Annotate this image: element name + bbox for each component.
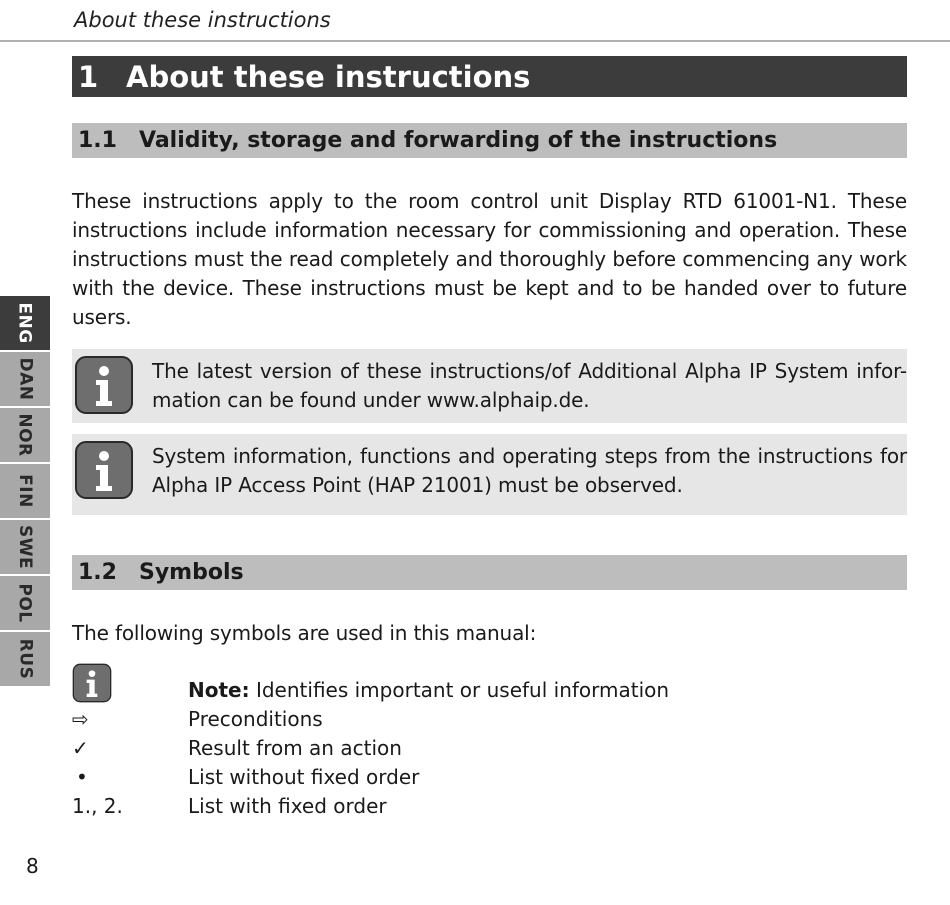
page-number: 8 xyxy=(26,854,39,878)
note-text: System information, functions and operating steps from the instructions for Alpha IP Access Point (HAP 21001) must be observed. xyxy=(152,444,907,497)
note-box xyxy=(72,434,907,515)
symbols-intro: The following symbols are used in this manual: xyxy=(72,621,537,645)
language-tabs xyxy=(0,296,50,688)
symbol-description: Preconditions xyxy=(188,707,323,731)
tab-rus[interactable]: RUS xyxy=(0,632,50,686)
symbol-row xyxy=(72,676,907,705)
note-label: Note: xyxy=(188,678,250,702)
symbol-description: List with fixed order xyxy=(188,794,387,818)
validity-paragraph: These instructions apply to the room control unit Display RTD 61001-N1. These instructions include information necessary for commissioning and operation. These instructions must the read completely and thoroughly before commencing any work with the device. These instructions must be kept and to be handed over to future users. xyxy=(72,189,907,329)
running-header: About these instructions xyxy=(74,8,331,32)
note-box xyxy=(72,349,907,423)
info-icon xyxy=(74,440,134,500)
section-heading-1-2 xyxy=(72,555,907,590)
chapter-number: 1 xyxy=(78,59,99,94)
numbered-list-symbol: 1., 2. xyxy=(72,794,123,818)
symbol-description: Note: Identifies important or useful information xyxy=(188,678,670,702)
info-icon xyxy=(74,355,134,415)
section-title: Validity, storage and forwarding of the instructions xyxy=(139,128,778,153)
chapter-title: About these instructions xyxy=(126,59,531,94)
tab-pol[interactable]: POL xyxy=(0,576,50,630)
section-number: 1.2 xyxy=(78,560,117,585)
symbol-row xyxy=(72,792,907,821)
info-icon xyxy=(72,663,112,703)
section-title: Symbols xyxy=(139,560,244,585)
symbol-row xyxy=(72,734,907,763)
checkmark-icon: ✓ xyxy=(72,736,89,760)
section-heading-1-1 xyxy=(72,123,907,158)
arrow-right-icon: ⇨ xyxy=(72,707,89,731)
symbol-row xyxy=(72,705,907,734)
tab-nor[interactable]: NOR xyxy=(0,408,50,462)
tab-swe[interactable]: SWE xyxy=(0,520,50,574)
section-number: 1.1 xyxy=(78,128,117,153)
symbol-description: List without fixed order xyxy=(188,765,420,789)
tab-eng[interactable]: ENG xyxy=(0,296,50,350)
chapter-heading xyxy=(72,56,907,97)
bullet-icon: • xyxy=(76,765,88,789)
header-rule xyxy=(0,40,950,42)
tab-fin[interactable]: FIN xyxy=(0,464,50,518)
note-text: The latest version of these instructions/of Additional Alpha IP System infor-mation can be found under www.alphaip.de. xyxy=(152,359,907,412)
symbol-row xyxy=(72,763,907,792)
tab-dan[interactable]: DAN xyxy=(0,352,50,406)
symbol-description: Result from an action xyxy=(188,736,402,760)
